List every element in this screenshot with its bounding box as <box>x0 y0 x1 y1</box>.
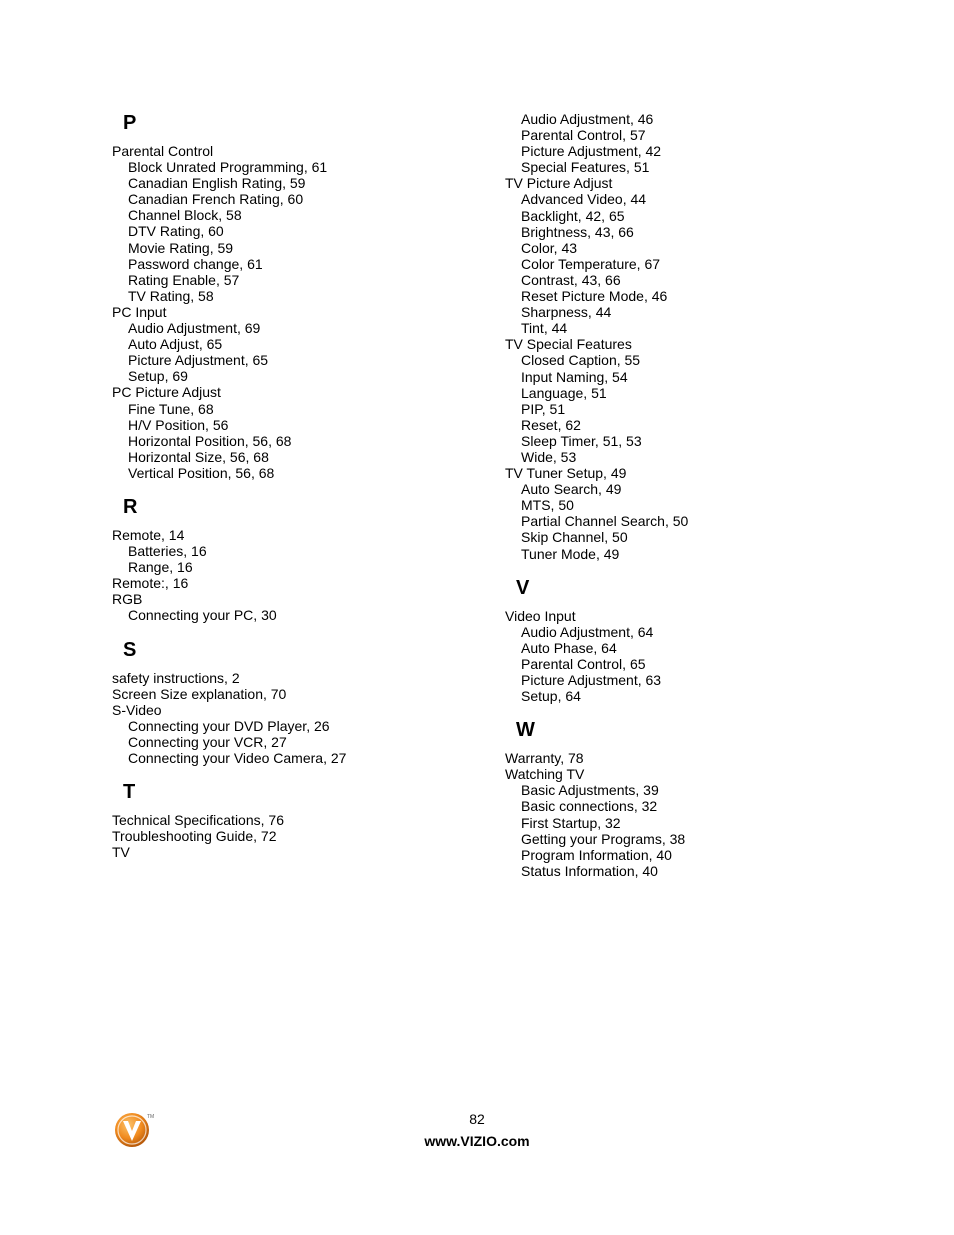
index-subentry: Connecting your DVD Player, 26 <box>128 717 330 734</box>
index-subentry: Basic connections, 32 <box>521 798 658 815</box>
index-subentry: Tuner Mode, 49 <box>521 545 620 562</box>
index-subentry: Brightness, 43, 66 <box>521 223 634 240</box>
index-subentry: Picture Adjustment, 63 <box>521 672 662 688</box>
index-section <box>112 780 492 860</box>
index-subentry: Horizontal Size, 56, 68 <box>128 448 269 465</box>
index-subentry: Getting your Programs, 38 <box>521 830 686 847</box>
index-subentry: Picture Adjustment, 65 <box>128 352 269 369</box>
index-subentry: Contrast, 43, 66 <box>521 271 621 288</box>
index-entry: Technical Specifications, 76 <box>112 812 284 829</box>
index-subentry: Horizontal Position, 56, 68 <box>128 432 292 449</box>
index-entry: PC Input <box>112 303 167 320</box>
index-subentry: PIP, 51 <box>521 400 566 417</box>
svg-text:TM: TM <box>147 1114 154 1120</box>
index-subentry: Setup, 69 <box>128 368 188 385</box>
index-subentry: Range, 16 <box>128 559 193 576</box>
index-subentry: Wide, 53 <box>521 448 577 465</box>
index-subentry: Status Information, 40 <box>521 862 658 879</box>
index-subentry: First Startup, 32 <box>521 814 621 831</box>
index-entry: S-Video <box>112 701 162 718</box>
index-subentry: Special Features, 51 <box>521 159 650 176</box>
index-letter-heading: T <box>123 781 136 804</box>
index-subentry: Channel Block, 58 <box>128 207 242 224</box>
index-subentry: Movie Rating, 59 <box>128 239 234 256</box>
index-subentry: Password change, 61 <box>128 255 263 272</box>
index-section <box>505 718 885 879</box>
index-subentry: Language, 51 <box>521 384 607 401</box>
index-subentry: Basic Adjustments, 39 <box>521 782 659 799</box>
index-subentry: Partial Channel Search, 50 <box>521 513 689 530</box>
index-subentry: Canadian English Rating, 59 <box>128 175 306 192</box>
index-letter-heading: P <box>123 112 137 134</box>
index-subentry: Connecting your PC, 30 <box>128 607 277 624</box>
index-subentry: TV Rating, 58 <box>128 287 214 304</box>
page-number: 82 <box>469 1111 485 1127</box>
index-entry: PC Picture Adjust <box>112 384 221 401</box>
index-entry: safety instructions, 2 <box>112 669 240 686</box>
index-subentry: Sharpness, 44 <box>521 304 612 321</box>
index-subentry: Picture Adjustment, 42 <box>521 143 662 160</box>
index-subentry: Batteries, 16 <box>128 543 207 560</box>
index-section <box>505 111 885 562</box>
index-section <box>112 111 492 481</box>
index-section <box>112 638 492 767</box>
index-letter-heading: V <box>516 576 530 599</box>
index-subentry: Reset Picture Mode, 46 <box>521 288 668 305</box>
index-subentry: Audio Adjustment, 46 <box>521 111 654 127</box>
index-subentry: MTS, 50 <box>521 497 574 514</box>
index-column-left <box>112 111 492 860</box>
index-subentry: Setup, 64 <box>521 688 581 705</box>
index-subentry: Reset, 62 <box>521 416 581 433</box>
index-letter-heading: R <box>123 495 138 518</box>
index-section <box>505 576 885 705</box>
index-entry: TV Special Features <box>505 336 632 353</box>
index-entry: Screen Size explanation, 70 <box>112 685 287 702</box>
index-subentry: Tint, 44 <box>521 320 568 337</box>
index-entry: Warranty, 78 <box>505 750 584 767</box>
index-subentry: Backlight, 42, 65 <box>521 207 625 224</box>
index-entry: Remote:, 16 <box>112 575 189 592</box>
index-entry: Video Input <box>505 607 576 624</box>
index-subentry: Audio Adjustment, 69 <box>128 320 261 337</box>
index-subentry: Input Naming, 54 <box>521 368 628 385</box>
index-subentry: Auto Phase, 64 <box>521 639 617 656</box>
index-subentry: DTV Rating, 60 <box>128 223 224 240</box>
index-entry: RGB <box>112 591 143 608</box>
index-entry: Watching TV <box>505 766 585 783</box>
index-subentry: Auto Adjust, 65 <box>128 336 223 353</box>
index-entry: TV Tuner Setup, 49 <box>505 465 627 482</box>
index-subentry: Fine Tune, 68 <box>128 400 214 417</box>
index-subentry: Sleep Timer, 51, 53 <box>521 432 642 449</box>
index-subentry: H/V Position, 56 <box>128 416 229 433</box>
index-subentry: Rating Enable, 57 <box>128 271 240 288</box>
index-section <box>112 495 492 624</box>
index-subentry: Audio Adjustment, 64 <box>521 623 654 640</box>
index-subentry: Block Unrated Programming, 61 <box>128 159 328 176</box>
index-entry: Parental Control <box>112 143 214 159</box>
index-subentry: Color Temperature, 67 <box>521 255 661 272</box>
index-entry: Remote, 14 <box>112 526 185 543</box>
website-url: www.VIZIO.com <box>424 1133 530 1149</box>
index-subentry: Skip Channel, 50 <box>521 529 628 546</box>
index-entry: Troubleshooting Guide, 72 <box>112 828 277 845</box>
index-subentry: Connecting your Video Camera, 27 <box>128 750 347 766</box>
index-subentry: Parental Control, 57 <box>521 127 646 144</box>
index-letter-heading: W <box>516 719 535 742</box>
index-subentry: Closed Caption, 55 <box>521 352 641 369</box>
index-subentry: Connecting your VCR, 27 <box>128 733 287 750</box>
index-letter-heading: S <box>123 638 137 661</box>
index-entry: TV Picture Adjust <box>505 175 613 192</box>
index-column-right <box>505 111 885 879</box>
index-entry: TV <box>112 844 130 861</box>
index-subentry: Auto Search, 49 <box>521 481 622 498</box>
index-subentry: Canadian French Rating, 60 <box>128 191 304 208</box>
index-subentry: Parental Control, 65 <box>521 655 646 672</box>
index-subentry: Color, 43 <box>521 239 578 256</box>
index-subentry: Advanced Video, 44 <box>521 191 647 208</box>
index-subentry: Program Information, 40 <box>521 846 672 863</box>
index-subentry: Vertical Position, 56, 68 <box>128 464 275 481</box>
